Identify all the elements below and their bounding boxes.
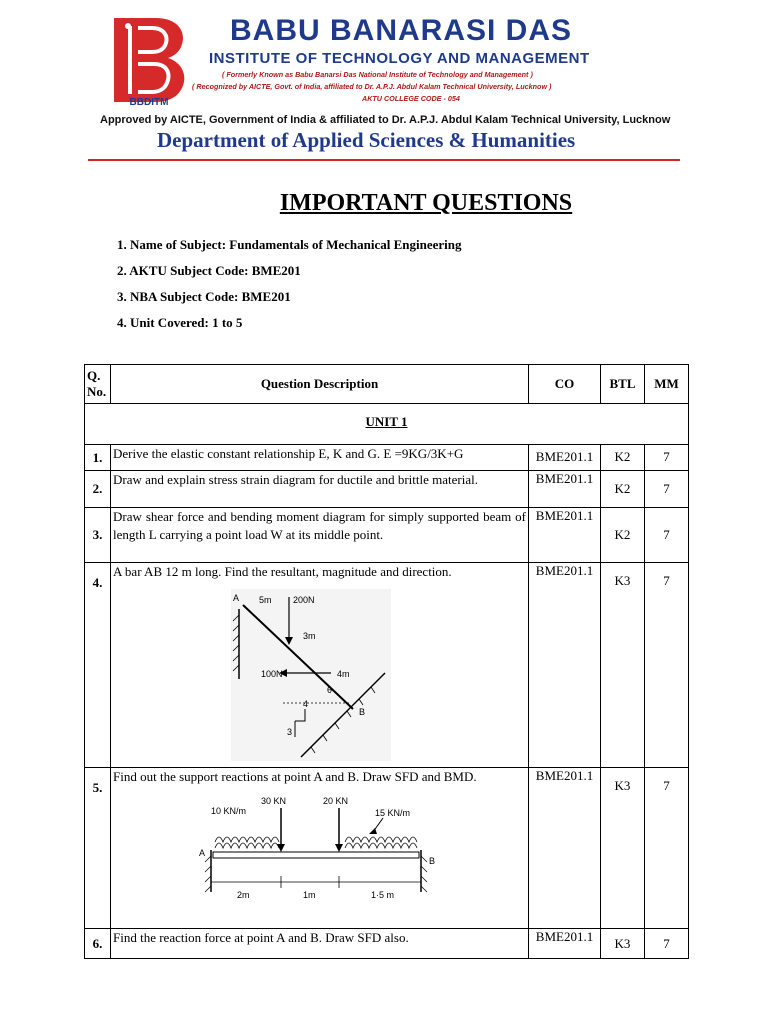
question-mm: 7 — [645, 929, 689, 959]
page-title: IMPORTANT QUESTIONS — [279, 190, 573, 216]
question-cell — [111, 563, 529, 768]
svg-text:5m: 5m — [259, 595, 272, 605]
approval-line: Approved by AICTE, Government of India & affiliated to Dr. A.P.J. Abdul Kalam Technical University, Lucknow — [100, 114, 671, 126]
question-number: 2. — [85, 471, 111, 508]
svg-text:200N: 200N — [293, 595, 315, 605]
header-qno: Q. No. — [85, 365, 111, 404]
header-divider — [88, 159, 680, 161]
svg-text:1·5 m: 1·5 m — [371, 890, 395, 900]
question-text: Find out the support reactions at point A and B. Draw SFD and BMD. — [113, 769, 477, 784]
question-mm: 7 — [645, 508, 689, 563]
svg-text:3: 3 — [287, 727, 293, 737]
logo-text: BBDITM — [129, 97, 169, 106]
table-row — [85, 768, 689, 929]
svg-text:B: B — [359, 707, 366, 717]
header-mm: MM — [645, 365, 689, 404]
question-number: 3. — [85, 508, 111, 563]
svg-text:30 KN: 30 KN — [261, 796, 287, 806]
unit-row — [85, 404, 689, 445]
question-mm: 7 — [645, 768, 689, 929]
department-name: Department of Applied Sciences & Humanities — [157, 128, 576, 152]
question-co: BME201.1 — [529, 563, 601, 768]
svg-text:A: A — [199, 848, 206, 858]
question-text: Find the reaction force at point A and B. Draw SFD also. — [111, 929, 529, 959]
question-number: 6. — [85, 929, 111, 959]
question-co: BME201.1 — [529, 768, 601, 929]
header-description: Question Description — [111, 365, 529, 404]
question-text: Draw shear force and bending moment diagram for simply supported beam of length L carrying a point load W at its middle point. — [111, 508, 529, 563]
unit-heading: UNIT 1 — [85, 404, 689, 445]
info-subject-name: 1. Name of Subject: Fundamentals of Mechanical Engineering — [117, 237, 462, 252]
beam-diagram — [195, 792, 443, 904]
question-mm: 7 — [645, 471, 689, 508]
header-co: CO — [529, 365, 601, 404]
question-text: A bar AB 12 m long. Find the resultant, magnitude and direction. — [113, 564, 452, 579]
info-aktu-code: 2. AKTU Subject Code: BME201 — [117, 263, 301, 278]
question-co: BME201.1 — [529, 471, 601, 508]
svg-text:4m: 4m — [337, 669, 350, 679]
svg-text:20 KN: 20 KN — [323, 796, 349, 806]
svg-text:1m: 1m — [303, 890, 316, 900]
question-mm: 7 — [645, 563, 689, 768]
question-cell — [111, 768, 529, 929]
svg-text:2m: 2m — [237, 890, 250, 900]
info-nba-code: 3. NBA Subject Code: BME201 — [117, 289, 291, 304]
formerly-known-line: ( Formerly Known as Babu Banarsi Das National Institute of Technology and Management ) — [222, 70, 533, 79]
question-number: 1. — [85, 445, 111, 471]
question-text: Derive the elastic constant relationship E, K and G. E =9KG/3K+G — [111, 445, 529, 471]
table-row — [85, 508, 689, 563]
question-btl: K2 — [601, 445, 645, 471]
svg-text:θ: θ — [327, 685, 333, 695]
question-text: Draw and explain stress strain diagram for ductile and brittle material. — [111, 471, 529, 508]
question-mm: 7 — [645, 445, 689, 471]
svg-text:4: 4 — [303, 699, 309, 709]
question-co: BME201.1 — [529, 508, 601, 563]
svg-text:15 KN/m: 15 KN/m — [375, 808, 411, 818]
svg-text:A: A — [233, 593, 240, 603]
institute-subtitle: INSTITUTE OF TECHNOLOGY AND MANAGEMENT — [209, 50, 590, 67]
info-units: 4. Unit Covered: 1 to 5 — [117, 315, 243, 330]
institute-logo — [108, 14, 190, 106]
table-row — [85, 563, 689, 768]
table-row — [85, 445, 689, 471]
force-diagram-bar-ab — [231, 589, 391, 761]
institute-name: BABU BANARASI DAS — [230, 14, 573, 47]
table-row — [85, 471, 689, 508]
question-btl: K3 — [601, 563, 645, 768]
questions-table — [84, 364, 689, 959]
table-header-row — [85, 365, 689, 404]
question-btl: K2 — [601, 508, 645, 563]
recognized-line: ( Recognized by AICTE, Govt. of India, affiliated to Dr. A.P.J. Abdul Kalam Technical University, Lucknow ) — [192, 82, 552, 91]
question-number: 5. — [85, 768, 111, 929]
question-number: 4. — [85, 563, 111, 768]
svg-text:100N: 100N — [261, 669, 283, 679]
svg-text:10 KN/m: 10 KN/m — [211, 806, 247, 816]
svg-text:B: B — [429, 856, 436, 866]
question-btl: K3 — [601, 929, 645, 959]
question-co: BME201.1 — [529, 929, 601, 959]
question-btl: K2 — [601, 471, 645, 508]
college-code: AKTU COLLEGE CODE - 054 — [362, 94, 460, 103]
svg-text:3m: 3m — [303, 631, 316, 641]
table-row — [85, 929, 689, 959]
question-btl: K3 — [601, 768, 645, 929]
question-co: BME201.1 — [529, 445, 601, 471]
header-btl: BTL — [601, 365, 645, 404]
